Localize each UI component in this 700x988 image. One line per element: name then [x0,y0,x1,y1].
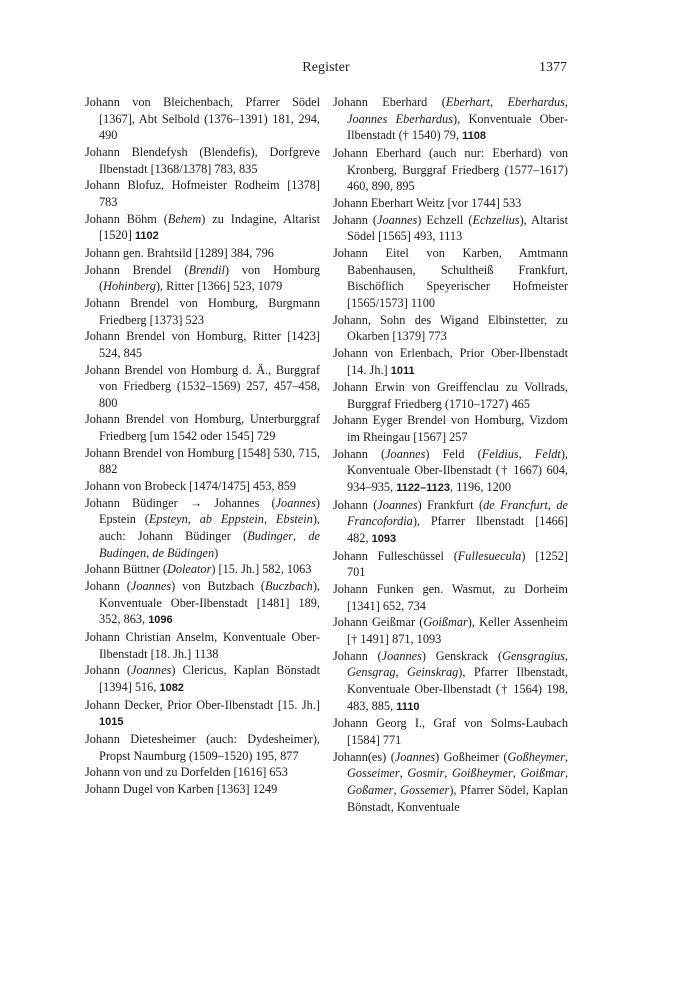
running-title: Register [302,60,350,75]
index-entry [333,715,568,748]
italic-variant: Goißmar [423,615,468,630]
entry-text: Johann Brendel von Homburg, Ritter [1423] 524, 845 [85,329,320,360]
entry-text: ), Ritter [1366] 523, 1079 [155,279,283,294]
index-entry [333,312,568,345]
entry-text: Johann von und zu Dorfelden [1616] 653 [85,765,288,780]
italic-variant: Hohinberg [103,279,156,294]
entry-text: ) Frankfurt ( [417,497,484,512]
italic-variant: Joannes [130,579,172,594]
entry-text: Johann von Erlenbach, Prior Ober-Ilbenstadt [14. Jh.] [333,345,568,377]
index-entry [85,697,320,731]
entry-text: Johann Brendel ( [85,262,189,277]
entry-text: ) zu Indagine, Altarist [1520] [99,211,320,243]
italic-variant: Echzelius [472,212,520,227]
entry-text: ), Pfarrer Ilbenstadt, Konventuale Ober-Ilbenstadt († 1564) 198, 483, 885, [347,665,568,713]
index-entry [333,345,568,379]
entry-text: Johann(es) ( [333,749,395,764]
italic-variant: Gensgragius [502,648,565,663]
italic-variant: Joannes [376,212,418,227]
entry-text: Johann ( [85,663,132,678]
entry-text: Johann Büttner ( [85,562,167,577]
entry-text: Johann Decker, Prior Ober-Ilbenstadt [15. Jh.] [85,697,320,712]
bold-page-ref: 1011 [390,364,415,377]
index-entry [333,749,568,816]
index-entry [333,145,568,195]
entry-text: Johann Eberhard ( [333,95,446,109]
italic-variant: Ebstein [275,512,313,527]
bold-page-ref: 1096 [148,614,173,627]
index-entry [85,362,320,412]
index-entry [333,581,568,614]
entry-text: , [564,766,569,781]
entry-text: Johann Fulleschüssel ( [333,548,458,563]
index-entry [85,662,320,696]
italic-variant: Eberhart [445,95,491,109]
italic-variant: Joannes [275,495,316,510]
italic-variant: Doleator [166,562,212,577]
index-entry [85,578,320,629]
entry-text: ), Pfarrer Södel, Kaplan Bönstadt, Konventuale [347,782,568,814]
entry-text: , [187,512,200,527]
italic-variant: de Francfurt [483,497,548,512]
entry-text: Johann Brendel von Homburg d. Ä., Burggraf von Friedberg (1532–1569) 257, 457–458, 800 [85,362,320,410]
italic-variant: Joannes [377,497,418,512]
entry-text: Johann Böhm ( [85,211,168,226]
italic-variant: Joannes [385,446,426,461]
italic-variant: Fullesuecula [457,548,522,563]
index-entry [333,412,568,445]
italic-variant: Joannes [394,749,436,764]
entry-text: ) von Homburg ( [99,262,320,294]
entry-text: , [399,766,408,781]
entry-text: , [512,766,521,781]
index-entry [333,379,568,412]
entry-text: , [293,529,309,544]
entry-text: , [263,512,276,527]
index-entry [333,245,568,312]
entry-text: ) Clericus, Kaplan Bönstadt [1394] 516, [99,663,320,694]
index-entry [85,262,320,295]
entry-text: Johann Brendel von Homburg, Burgmann Friedberg [1373] 523 [85,295,320,327]
entry-text: ), Konventuale Ober-Ilbenstadt († 1540) 79, [347,111,568,143]
entry-text: , [146,545,153,560]
entry-text: Johann Dietesheimer (auch: Dydesheimer), Propst Naumburg (1509–1520) 195, 877 [85,731,320,763]
italic-variant: Joannes [381,648,422,663]
bold-page-ref: 1110 [396,700,420,713]
italic-variant: Feldius [481,446,519,461]
index-entry [333,94,568,145]
italic-variant: Budinger [247,529,293,544]
entry-text: Johann ( [85,579,131,594]
entry-text: , [490,95,508,109]
bold-page-ref: 1015 [99,716,124,729]
entry-text: Johann von Brobeck [1474/1475] 453, 859 [85,479,297,494]
entry-text: ) Feld ( [425,446,482,461]
italic-variant: Joannes Eberhardus [347,111,453,126]
entry-text: Johann Blendefysh (Blendefis), Dorfgreve Ilbenstadt [1368/1378] 783, 835 [85,144,320,176]
entry-text: , [564,648,568,663]
entry-text: Johann Eberhard (auch nur: Eberhard) von Kronberg, Burggraf Friedberg (1577–1617) 460, 890, 895 [333,145,568,194]
italic-variant: Epsteyn [148,512,188,527]
index-entry [85,731,320,764]
entry-text: ) Genskrack ( [421,648,503,663]
index-entry [85,245,320,262]
italic-variant: de Büdingen [152,545,215,560]
italic-variant: Gosmir [407,766,445,781]
entry-text: ) Echzell ( [417,212,473,227]
entry-text: , [393,782,401,797]
index-entry [85,561,320,578]
entry-text: ), Konventuale Ober-Ilbenstadt [1481] 189, 352, 863, [99,579,320,627]
index-entry [333,648,568,716]
page-header [85,60,567,84]
index-entry [85,478,320,495]
bold-page-ref: 1108 [462,130,486,143]
entry-text: , [547,497,557,512]
entry-text: ) [15. Jh.] 582, 1063 [211,562,312,577]
entry-text: Johann ( [333,648,382,663]
bold-page-ref: 1082 [159,681,184,694]
entry-text: Johann Büdinger → Johannes ( [85,495,276,510]
entry-text: ), Pfarrer Ilbenstadt [1466] 482, [347,514,568,546]
italic-variant: Goßheymer [507,749,565,764]
entry-text: Johann Eberhart Weitz [vor 1744] 533 [333,195,522,210]
italic-variant: de Francofordia [347,497,568,529]
entry-text: Johann Brendel von Homburg [1548] 530, 715, 882 [85,445,320,477]
index-entry [85,295,320,328]
italic-variant: Gosseimer [347,766,400,781]
index-entry [333,446,568,497]
index-entry [85,629,320,662]
index-entry [85,144,320,177]
index-entry [333,548,568,581]
italic-variant: Joannes [131,663,172,678]
italic-variant: ab Eppstein [199,512,264,527]
index-entry [85,411,320,444]
entry-text: ) [214,545,219,560]
entry-text: ), Keller Assenheim [† 1491] 871, 1093 [347,615,569,646]
index-entry [85,495,320,562]
index-entry [85,177,320,210]
italic-variant: Goißheymer [451,766,513,781]
italic-variant: Goßamer [347,782,394,797]
entry-text: Johann ( [333,212,377,227]
entry-text: , [395,665,408,680]
italic-variant: Gossemer [400,782,450,797]
italic-variant: Eberhardus [507,95,565,109]
entry-text: , 1196, 1200 [450,480,512,495]
index-entry [333,497,568,548]
index-entry [85,445,320,478]
index-entry [85,94,320,144]
entry-text: ), Konventuale Ober-Ilbenstadt († 1667) 604, 934–935, [347,446,568,495]
italic-variant: Buczbach [265,579,313,594]
entry-text: Johann Erwin von Greiffenclau zu Vollrads, Burggraf Friedberg (1710–1727) 465 [333,380,568,411]
index-entry [85,328,320,361]
entry-text: ) von Butzbach ( [171,579,266,594]
entry-text: Johann Eyger Brendel von Homburg, Vizdom im Rheingau [1567] 257 [333,413,568,445]
index-entry [85,211,320,245]
entry-text: Johann Brendel von Homburg, Unterburggraf Friedberg [um 1542 oder 1545] 729 [85,412,320,444]
entry-text: Johann ( [333,446,386,461]
italic-variant: Gensgrag [347,665,396,680]
bold-page-ref: 1093 [371,533,397,546]
entry-text: Johann Geißmar ( [333,615,424,630]
index-entry [85,781,320,798]
italic-variant: Geinskrag [407,665,459,680]
entry-text: , [518,446,535,461]
index-column-left [85,94,320,798]
bold-page-ref: 1102 [134,230,159,243]
entry-text: ) Epstein ( [99,495,320,527]
bold-page-ref: 1122–1123 [396,482,451,495]
entry-text: , [444,766,452,781]
entry-text: Johann gen. Brahtsild [1289] 384, 796 [85,245,274,260]
entry-text: ) [1252] 701 [347,548,568,580]
entry-text: ), Altarist Södel [1565] 493, 1113 [347,212,568,244]
italic-variant: Behem [167,211,202,226]
entry-text: Johann Dugel von Karben [1363] 1249 [85,781,278,796]
italic-variant: Goißmar [520,766,565,781]
entry-text: Johann, Sohn des Wigand Elbinstetter, zu Okarben [1379] 773 [333,312,568,344]
entry-text: Johann Christian Anselm, Konventuale Ober-Ilbenstadt [18. Jh.] 1138 [85,630,320,661]
entry-text: , [564,749,568,764]
entry-text: Johann Funken gen. Wasmut, zu Dorheim [1341] 652, 734 [333,582,568,613]
entry-text: Johann Eitel von Karben, Amtmann Babenhausen, Schultheiß Frankfurt, Bischöflich Speyerischer Hofmeister [1565/1573] 1100 [333,245,568,310]
entry-text: , [564,95,568,109]
entry-text: Johann von Bleichenbach, Pfarrer Södel [1367], Abt Selbold (1376–1391) 181, 294, 490 [85,95,320,143]
index-entry [333,195,568,212]
italic-variant: Brendil [188,262,225,277]
italic-variant: de Budingen [99,529,320,560]
entry-text: ), auch: Johann Büdinger ( [99,512,320,544]
index-entry [85,764,320,781]
entry-text: Johann ( [333,497,378,512]
italic-variant: Feldt [534,446,561,461]
index-entry [333,614,568,647]
entry-text: Johann Blofuz, Hofmeister Rodheim [1378] 783 [85,178,320,209]
index-entry [333,212,568,245]
page-number: 1377 [539,60,567,75]
entry-text: ) Goßheimer ( [435,749,508,764]
index-column-right [333,94,568,815]
entry-text: Johann Georg I., Graf von Solms-Laubach [1584] 771 [333,716,568,747]
